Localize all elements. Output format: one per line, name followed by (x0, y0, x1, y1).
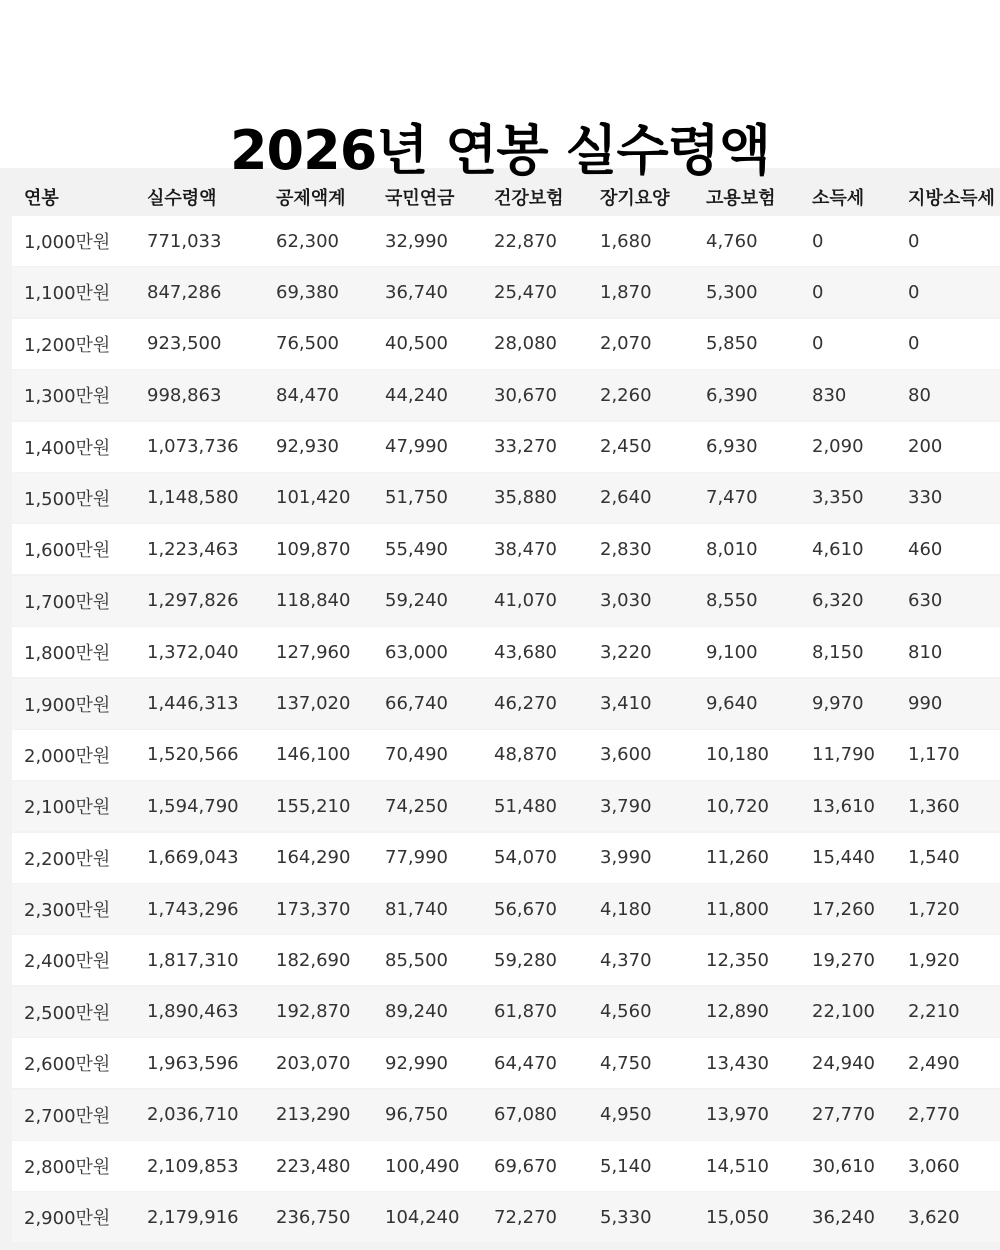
cell-long-term-care: 3,790 (600, 795, 652, 817)
cell-salary: 1,100만원 (24, 283, 111, 305)
table-row (12, 781, 1000, 831)
cell-local-income-tax: 0 (908, 333, 920, 355)
cell-employment-insurance: 13,430 (706, 1052, 769, 1074)
cell-total-deduction: 213,290 (276, 1104, 351, 1126)
cell-income-tax: 11,790 (812, 744, 875, 766)
table-row (12, 1090, 1000, 1140)
table-row (12, 422, 1000, 472)
cell-national-pension: 96,750 (385, 1104, 448, 1126)
cell-national-pension: 47,990 (385, 436, 448, 458)
cell-net-pay: 1,148,580 (147, 487, 239, 509)
table-row (12, 473, 1000, 523)
cell-health-insurance: 46,270 (494, 693, 557, 715)
cell-national-pension: 81,740 (385, 898, 448, 920)
cell-net-pay: 2,179,916 (147, 1206, 239, 1228)
cell-health-insurance: 51,480 (494, 795, 557, 817)
cell-long-term-care: 1,870 (600, 281, 652, 303)
cell-long-term-care: 3,410 (600, 693, 652, 715)
cell-total-deduction: 182,690 (276, 949, 351, 971)
cell-local-income-tax: 990 (908, 693, 943, 715)
cell-local-income-tax: 330 (908, 487, 943, 509)
cell-salary: 2,200만원 (24, 848, 111, 870)
cell-health-insurance: 41,070 (494, 590, 557, 612)
cell-local-income-tax: 2,770 (908, 1104, 960, 1126)
cell-total-deduction: 203,070 (276, 1052, 351, 1074)
cell-national-pension: 85,500 (385, 949, 448, 971)
cell-total-deduction: 69,380 (276, 281, 339, 303)
column-header-total-deduction: 공제액계 (276, 188, 346, 209)
cell-net-pay: 2,109,853 (147, 1155, 239, 1177)
cell-local-income-tax: 0 (908, 230, 920, 252)
cell-total-deduction: 164,290 (276, 847, 351, 869)
cell-long-term-care: 5,330 (600, 1206, 652, 1228)
cell-local-income-tax: 1,920 (908, 949, 960, 971)
cell-salary: 1,700만원 (24, 591, 111, 613)
table-row (12, 730, 1000, 780)
cell-health-insurance: 67,080 (494, 1104, 557, 1126)
table-row (12, 216, 1000, 266)
table-row (12, 1192, 1000, 1242)
cell-local-income-tax: 1,720 (908, 898, 960, 920)
cell-total-deduction: 173,370 (276, 898, 351, 920)
cell-local-income-tax: 3,060 (908, 1155, 960, 1177)
cell-long-term-care: 5,140 (600, 1155, 652, 1177)
cell-health-insurance: 69,670 (494, 1155, 557, 1177)
cell-salary: 1,600만원 (24, 540, 111, 562)
table-row (12, 884, 1000, 934)
cell-total-deduction: 146,100 (276, 744, 351, 766)
cell-total-deduction: 109,870 (276, 538, 351, 560)
cell-health-insurance: 48,870 (494, 744, 557, 766)
cell-net-pay: 1,297,826 (147, 590, 239, 612)
cell-local-income-tax: 2,490 (908, 1052, 960, 1074)
cell-net-pay: 847,286 (147, 281, 222, 303)
table-row (12, 1038, 1000, 1088)
table-row (12, 987, 1000, 1037)
cell-salary: 2,800만원 (24, 1157, 111, 1179)
cell-local-income-tax: 810 (908, 641, 943, 663)
cell-health-insurance: 61,870 (494, 1001, 557, 1023)
cell-total-deduction: 84,470 (276, 384, 339, 406)
cell-national-pension: 59,240 (385, 590, 448, 612)
page-title: 2026년 연봉 실수령액 (229, 119, 771, 182)
cell-health-insurance: 59,280 (494, 949, 557, 971)
cell-employment-insurance: 12,890 (706, 1001, 769, 1023)
cell-employment-insurance: 13,970 (706, 1104, 769, 1126)
cell-health-insurance: 35,880 (494, 487, 557, 509)
cell-income-tax: 830 (812, 384, 847, 406)
cell-national-pension: 89,240 (385, 1001, 448, 1023)
cell-net-pay: 1,963,596 (147, 1052, 239, 1074)
cell-total-deduction: 127,960 (276, 641, 351, 663)
cell-net-pay: 2,036,710 (147, 1104, 239, 1126)
cell-local-income-tax: 460 (908, 538, 943, 560)
cell-health-insurance: 22,870 (494, 230, 557, 252)
cell-long-term-care: 2,640 (600, 487, 652, 509)
cell-income-tax: 2,090 (812, 436, 864, 458)
table-row (12, 1141, 1000, 1191)
cell-employment-insurance: 14,510 (706, 1155, 769, 1177)
cell-income-tax: 30,610 (812, 1155, 875, 1177)
cell-employment-insurance: 11,260 (706, 847, 769, 869)
cell-health-insurance: 25,470 (494, 281, 557, 303)
table-body (12, 216, 1000, 1242)
cell-net-pay: 771,033 (147, 230, 222, 252)
cell-income-tax: 36,240 (812, 1206, 875, 1228)
cell-national-pension: 55,490 (385, 538, 448, 560)
cell-local-income-tax: 1,360 (908, 795, 960, 817)
cell-income-tax: 0 (812, 333, 824, 355)
table-row (12, 679, 1000, 729)
cell-total-deduction: 137,020 (276, 693, 351, 715)
cell-long-term-care: 3,600 (600, 744, 652, 766)
cell-total-deduction: 62,300 (276, 230, 339, 252)
column-header-national-pension: 국민연금 (385, 188, 455, 209)
cell-health-insurance: 56,670 (494, 898, 557, 920)
table-row (12, 627, 1000, 677)
cell-long-term-care: 3,030 (600, 590, 652, 612)
cell-national-pension: 104,240 (385, 1206, 460, 1228)
cell-income-tax: 19,270 (812, 949, 875, 971)
cell-national-pension: 100,490 (385, 1155, 460, 1177)
cell-salary: 1,300만원 (24, 386, 111, 408)
cell-long-term-care: 3,220 (600, 641, 652, 663)
cell-national-pension: 40,500 (385, 333, 448, 355)
cell-local-income-tax: 3,620 (908, 1206, 960, 1228)
cell-total-deduction: 92,930 (276, 436, 339, 458)
cell-net-pay: 1,669,043 (147, 847, 239, 869)
cell-national-pension: 63,000 (385, 641, 448, 663)
cell-salary: 2,600만원 (24, 1054, 111, 1076)
cell-employment-insurance: 4,760 (706, 230, 758, 252)
cell-employment-insurance: 7,470 (706, 487, 758, 509)
cell-national-pension: 51,750 (385, 487, 448, 509)
cell-income-tax: 15,440 (812, 847, 875, 869)
table-row (12, 576, 1000, 626)
cell-net-pay: 1,073,736 (147, 436, 239, 458)
cell-net-pay: 1,223,463 (147, 538, 239, 560)
cell-health-insurance: 64,470 (494, 1052, 557, 1074)
cell-long-term-care: 4,560 (600, 1001, 652, 1023)
cell-total-deduction: 155,210 (276, 795, 351, 817)
cell-long-term-care: 4,180 (600, 898, 652, 920)
cell-salary: 2,500만원 (24, 1002, 111, 1024)
cell-national-pension: 92,990 (385, 1052, 448, 1074)
cell-long-term-care: 2,070 (600, 333, 652, 355)
cell-net-pay: 1,890,463 (147, 1001, 239, 1023)
cell-salary: 2,700만원 (24, 1105, 111, 1127)
cell-local-income-tax: 630 (908, 590, 943, 612)
cell-salary: 2,900만원 (24, 1208, 111, 1230)
cell-employment-insurance: 9,100 (706, 641, 758, 663)
cell-income-tax: 22,100 (812, 1001, 875, 1023)
cell-national-pension: 32,990 (385, 230, 448, 252)
cell-local-income-tax: 200 (908, 436, 943, 458)
cell-long-term-care: 2,450 (600, 436, 652, 458)
salary-table (12, 178, 1000, 1244)
cell-net-pay: 1,743,296 (147, 898, 239, 920)
cell-employment-insurance: 10,180 (706, 744, 769, 766)
cell-income-tax: 0 (812, 230, 824, 252)
cell-net-pay: 923,500 (147, 333, 222, 355)
cell-national-pension: 66,740 (385, 693, 448, 715)
cell-salary: 1,000만원 (24, 232, 111, 253)
cell-net-pay: 1,520,566 (147, 744, 239, 766)
cell-employment-insurance: 11,800 (706, 898, 769, 920)
cell-long-term-care: 1,680 (600, 230, 652, 252)
cell-income-tax: 24,940 (812, 1052, 875, 1074)
cell-income-tax: 0 (812, 281, 824, 303)
cell-national-pension: 70,490 (385, 744, 448, 766)
cell-income-tax: 27,770 (812, 1104, 875, 1126)
table-row (12, 370, 1000, 420)
cell-health-insurance: 72,270 (494, 1206, 557, 1228)
cell-health-insurance: 43,680 (494, 641, 557, 663)
cell-health-insurance: 28,080 (494, 333, 557, 355)
cell-long-term-care: 4,750 (600, 1052, 652, 1074)
cell-health-insurance: 33,270 (494, 436, 557, 458)
cell-national-pension: 74,250 (385, 795, 448, 817)
cell-salary: 1,800만원 (24, 643, 111, 665)
cell-total-deduction: 192,870 (276, 1001, 351, 1023)
cell-net-pay: 1,446,313 (147, 693, 239, 715)
cell-net-pay: 1,372,040 (147, 641, 239, 663)
cell-income-tax: 8,150 (812, 641, 864, 663)
cell-employment-insurance: 5,850 (706, 333, 758, 355)
column-header-salary: 연봉 (24, 188, 59, 209)
column-header-local-income-tax: 지방소득세 (908, 188, 995, 209)
cell-health-insurance: 38,470 (494, 538, 557, 560)
cell-long-term-care: 2,260 (600, 384, 652, 406)
cell-salary: 2,100만원 (24, 797, 111, 819)
cell-long-term-care: 2,830 (600, 538, 652, 560)
column-header-employment-insurance: 고용보험 (706, 188, 776, 209)
cell-employment-insurance: 15,050 (706, 1206, 769, 1228)
cell-net-pay: 998,863 (147, 384, 222, 406)
column-header-long-term-care: 장기요양 (600, 188, 670, 209)
cell-income-tax: 3,350 (812, 487, 864, 509)
column-header-health-insurance: 건강보험 (494, 188, 564, 209)
cell-employment-insurance: 6,390 (706, 384, 758, 406)
cell-net-pay: 1,817,310 (147, 949, 239, 971)
cell-total-deduction: 101,420 (276, 487, 351, 509)
cell-local-income-tax: 1,540 (908, 847, 960, 869)
cell-long-term-care: 4,370 (600, 949, 652, 971)
cell-national-pension: 77,990 (385, 847, 448, 869)
cell-employment-insurance: 8,010 (706, 538, 758, 560)
cell-income-tax: 13,610 (812, 795, 875, 817)
table-row (12, 833, 1000, 883)
cell-employment-insurance: 5,300 (706, 281, 758, 303)
cell-salary: 2,400만원 (24, 951, 111, 973)
table-row (12, 319, 1000, 369)
cell-health-insurance: 54,070 (494, 847, 557, 869)
column-header-income-tax: 소득세 (812, 188, 865, 209)
cell-income-tax: 6,320 (812, 590, 864, 612)
cell-income-tax: 4,610 (812, 538, 864, 560)
table-row (12, 524, 1000, 574)
cell-net-pay: 1,594,790 (147, 795, 239, 817)
cell-health-insurance: 30,670 (494, 384, 557, 406)
cell-salary: 2,000만원 (24, 745, 111, 767)
table-row (12, 935, 1000, 985)
cell-salary: 1,900만원 (24, 694, 111, 716)
table-row (12, 267, 1000, 317)
cell-long-term-care: 4,950 (600, 1104, 652, 1126)
cell-income-tax: 9,970 (812, 693, 864, 715)
cell-salary: 1,500만원 (24, 488, 111, 510)
cell-local-income-tax: 0 (908, 281, 920, 303)
cell-salary: 2,300만원 (24, 900, 111, 922)
cell-employment-insurance: 12,350 (706, 949, 769, 971)
column-header-net-pay: 실수령액 (147, 188, 217, 209)
cell-income-tax: 17,260 (812, 898, 875, 920)
cell-local-income-tax: 2,210 (908, 1001, 960, 1023)
cell-local-income-tax: 1,170 (908, 744, 960, 766)
cell-employment-insurance: 9,640 (706, 693, 758, 715)
cell-employment-insurance: 6,930 (706, 436, 758, 458)
cell-total-deduction: 223,480 (276, 1155, 351, 1177)
cell-national-pension: 44,240 (385, 384, 448, 406)
cell-local-income-tax: 80 (908, 384, 931, 406)
cell-employment-insurance: 10,720 (706, 795, 769, 817)
cell-salary: 1,200만원 (24, 334, 111, 356)
cell-salary: 1,400만원 (24, 437, 111, 459)
cell-total-deduction: 236,750 (276, 1206, 351, 1228)
cell-employment-insurance: 8,550 (706, 590, 758, 612)
cell-total-deduction: 118,840 (276, 590, 351, 612)
cell-total-deduction: 76,500 (276, 333, 339, 355)
cell-long-term-care: 3,990 (600, 847, 652, 869)
cell-national-pension: 36,740 (385, 281, 448, 303)
